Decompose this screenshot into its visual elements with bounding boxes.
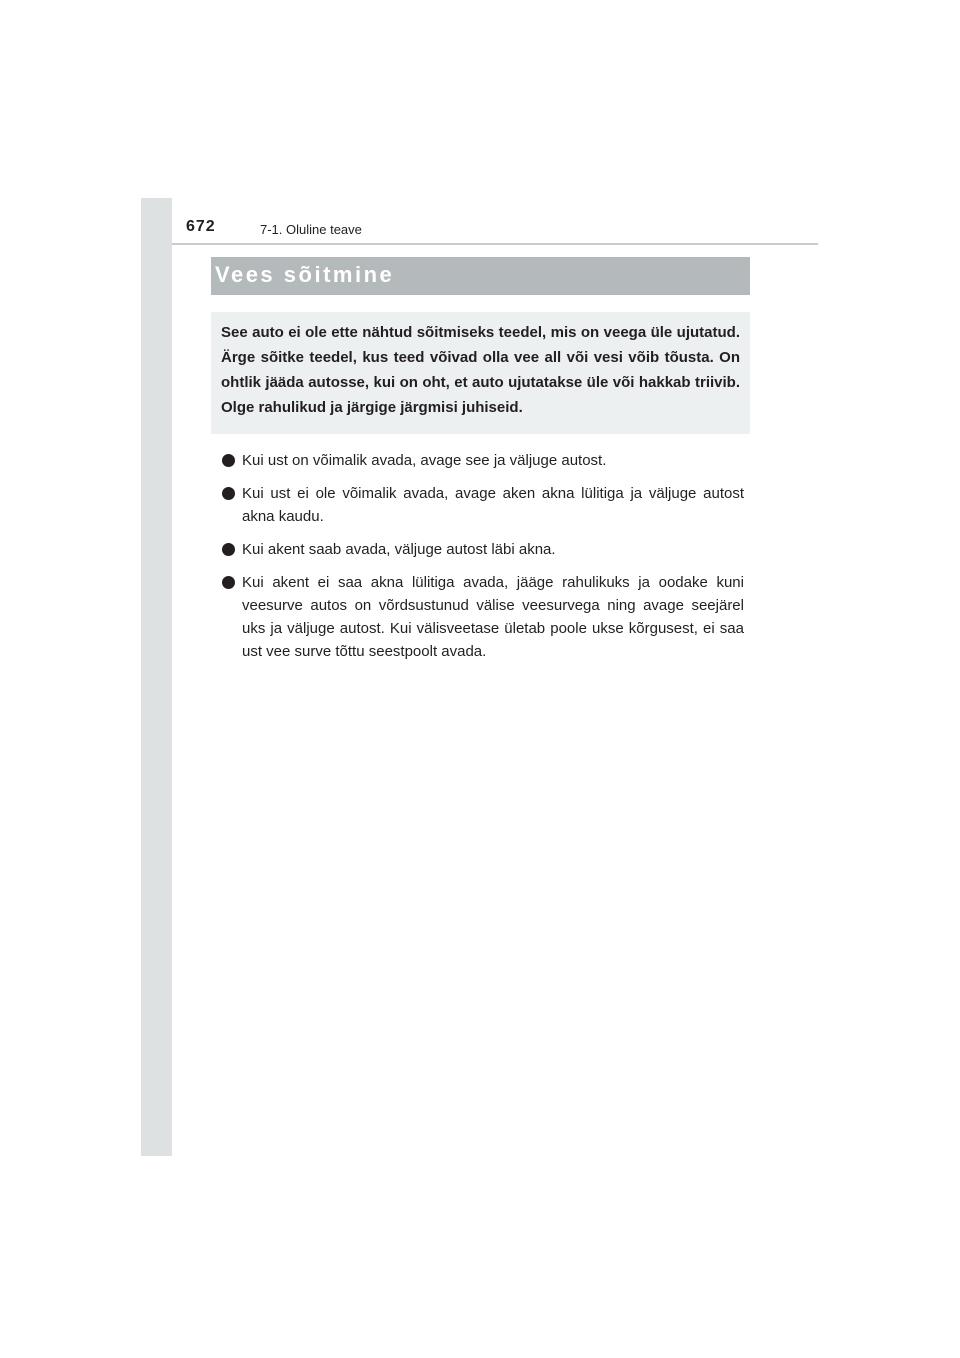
page-number: 672 [186,218,216,235]
header-divider [172,243,818,245]
bullet-icon [222,454,235,467]
list-item [222,449,744,472]
section-label: 7-1. Oluline teave [260,222,362,237]
list-item [222,482,744,528]
bullet-icon [222,576,235,589]
list-item [222,538,744,561]
list-item-text: Kui ust on võimalik avada, avage see ja väljuge autost. [242,452,607,469]
list-item [222,571,744,663]
bullet-icon [222,543,235,556]
section-title: Vees sõitmine [215,262,395,287]
list-item-text: Kui ust ei ole võimalik avada, avage aken akna lülitiga ja väljuge autost akna kaudu. [242,485,744,525]
list-item-text: Kui akent ei saa akna lülitiga avada, jääge rahulikuks ja oodake kuni veesurve autos on võrdsustunud välise veesurvega ning avage seejärel uks ja väljuge autost. Kui välisveetase ületab poole ukse kõrgusest, ei saa ust vee surve tõttu seestpoolt avada. [242,574,744,660]
instruction-list [222,449,744,673]
warning-box [211,312,750,434]
warning-text: See auto ei ole ette nähtud sõitmiseks teedel, mis on veega üle ujutatud. Ärge sõitke teedel, kus teed võivad olla vee all või vesi võib tõusta. On ohtlik jääda autosse, kui on oht, et auto ujutatakse üle või hakkab triivib. Olge rahulikud ja järgige järgmisi juhiseid. [221,324,740,416]
list-item-text: Kui akent saab avada, väljuge autost läbi akna. [242,541,556,558]
side-tab-strip [141,198,172,1156]
bullet-icon [222,487,235,500]
